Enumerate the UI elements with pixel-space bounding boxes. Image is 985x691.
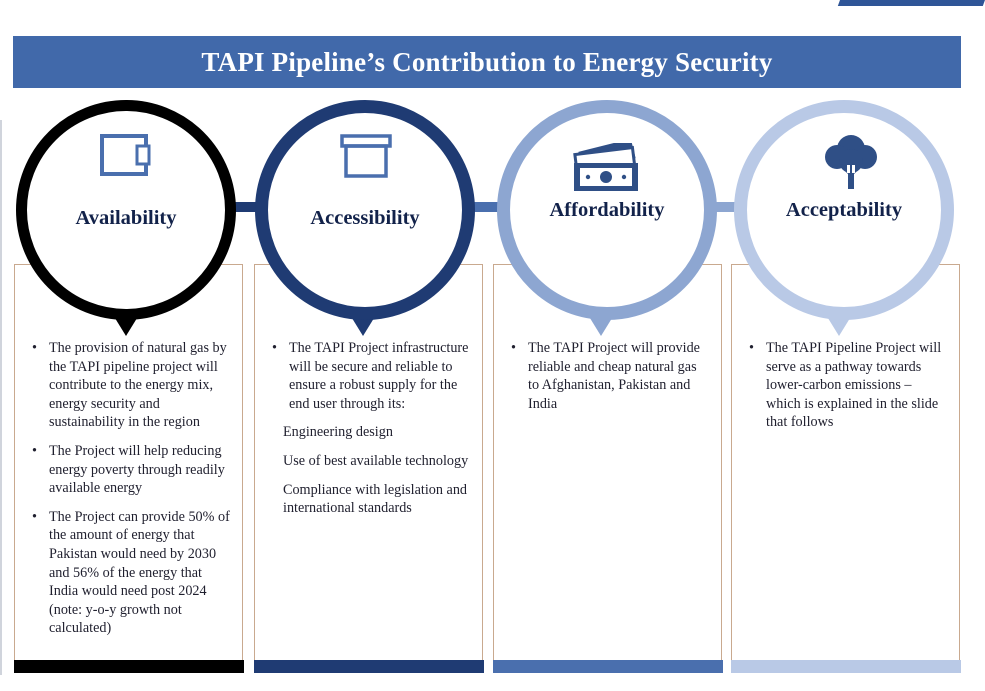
card-bottom-bar (14, 660, 244, 673)
list-item: Use of best available technology (283, 452, 469, 469)
list-item: • The Project can provide 50% of the amount of energy that Pakistan would need by 2030 and 56% of the energy that India would need post 2024 (note: y-o-y growth not calculated) (29, 508, 232, 638)
slide-title: TAPI Pipeline’s Contribution to Energy Security (201, 46, 773, 77)
card-bottom-bar (731, 660, 961, 673)
acceptability-circle (734, 100, 954, 320)
list-item: • The TAPI Pipeline Project will serve as a pathway towards lower-carbon emissions – which is explained in the slide that follows (746, 339, 949, 432)
card-bottom-bar (254, 660, 484, 673)
affordability-circle (497, 100, 717, 320)
tree-icon (821, 131, 881, 193)
banknotes-icon (572, 143, 644, 195)
availability-label: Availability (75, 207, 177, 229)
title-bar (13, 36, 961, 88)
acceptability-list (746, 339, 949, 442)
left-edge-line (0, 120, 2, 675)
list-item: Engineering design (283, 424, 393, 441)
accessibility-circle (255, 100, 475, 320)
battery-icon (99, 133, 155, 177)
list-item: • The provision of natural gas by the TAPI pipeline project will contribute to the energy mix, energy security and sustainability in the region (29, 339, 232, 432)
availability-list (29, 339, 232, 648)
list-item: • The TAPI Project infrastructure will be secure and reliable to ensure a robust supply for the end user through its: (269, 339, 472, 413)
affordability-label: Affordability (549, 199, 665, 221)
accessibility-label: Accessibility (310, 207, 420, 229)
accessibility-list (269, 339, 472, 528)
top-accent-stripe (838, 0, 985, 6)
availability-circle (16, 100, 236, 320)
list-item: • The Project will help reducing energy poverty through readily available energy (29, 442, 232, 498)
list-item: Compliance with legislation and international standards (283, 481, 468, 517)
list-item: • The TAPI Project will provide reliable and cheap natural gas to Afghanistan, Pakistan and India (508, 339, 711, 413)
card-bottom-bar (493, 660, 723, 673)
box-icon (339, 133, 393, 179)
acceptability-label: Acceptability (785, 199, 903, 221)
affordability-list (508, 339, 711, 423)
